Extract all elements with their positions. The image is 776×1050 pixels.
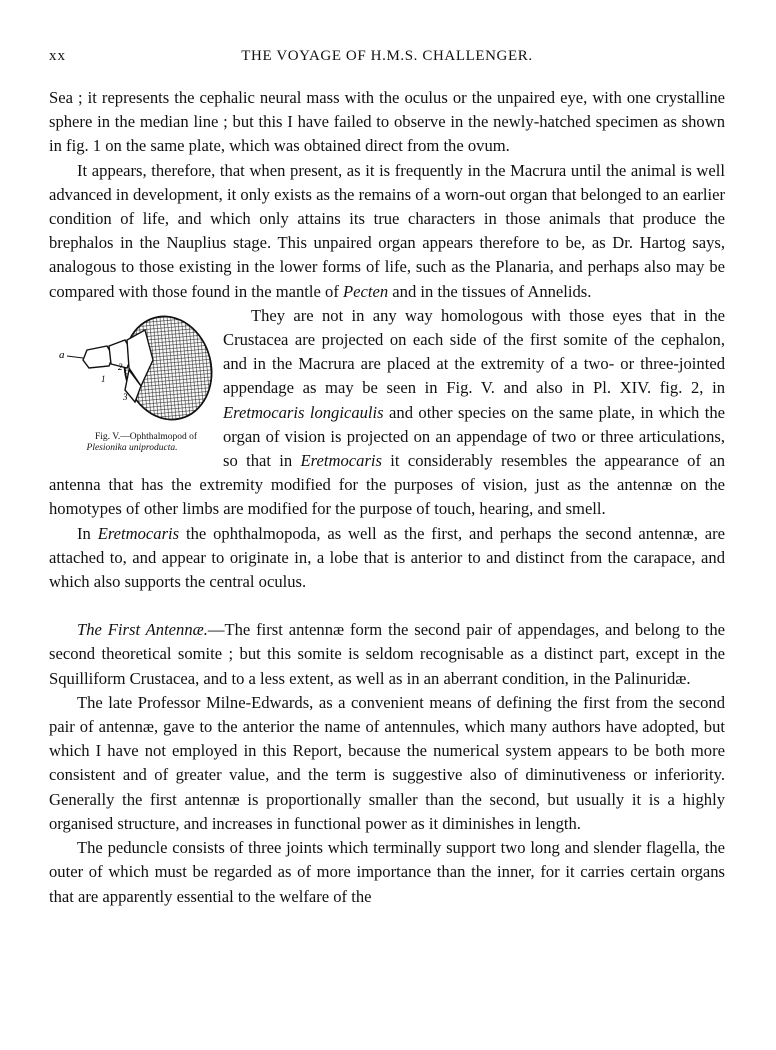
paragraph-4 [49, 522, 725, 595]
section-heading-first-antennae: The First Antennæ. [77, 620, 208, 640]
page-number: xx [49, 48, 66, 64]
paragraph-3-text-c: it considerably resembles the appearance of an antenna that has the extremity modified for the purposes of vision, just as the antennæ on the homotypes of other limbs are modified for the purpose of touch, hearing, and smell. [49, 451, 725, 519]
section-gap [49, 594, 725, 618]
paragraph-6: The late Professor Milne-Edwards, as a convenient means of defining the first from the second pair of antennæ, gave to the anterior the name of antennules, which many authors have adopted, but which I have not employed in this Report, because the numerical system appears to be both more consistent and of greater value, and the term is suggestive also of diminutiveness or inferiority. Generally the first antennæ is proportionally smaller than the second, but usually it is a highly organised structure, and increases in functional power as it diminishes in length. [49, 692, 725, 833]
page-header [49, 48, 725, 68]
figure-v [49, 306, 215, 466]
paragraph-4-in: In [77, 523, 98, 543]
figure-caption [49, 432, 215, 454]
paragraph-4-text: the ophthalmopoda, as well as the first, and perhaps the second antennæ, are attached to, and appear to originate in, a lobe that is anterior to and distinct from the carapace, and which also supports the central oculus. [49, 523, 725, 592]
paragraph-5 [49, 618, 725, 691]
paragraph-2-end: and in the tissues of Annelids. [388, 281, 592, 301]
fig-label-3: 3 [123, 391, 128, 402]
paragraph-5-text: —The first antennæ form the second pair of appendages, and belong to the second theoretical somite ; but this somite is seldom recognisable as a distinct part, except in the Squilliform Crustacea, and to a less extent, as well as in an aberrant condition, in the Palinuridæ. [49, 620, 725, 688]
body-text [49, 86, 725, 909]
running-title: THE VOYAGE OF H.M.S. CHALLENGER. [241, 48, 533, 64]
fig-label-2: 2 [118, 361, 123, 372]
paragraph-7: The peduncle consists of three joints which terminally support two long and slender flagella, the outer of which must be regarded as of more importance than the inner, for it carries certain organs that are apparently essential to the welfare of the [49, 838, 725, 906]
fig-label-1: 1 [101, 373, 106, 384]
paragraph-3-text-b: and other species on the same plate, in which the organ of vision is projected on an appendage of two or three articulations, so that in [223, 402, 725, 471]
paragraph-3-text-a: They are not in any way homologous with those eyes that in the Crustacea are projected on each side of the first somite of the cephalon, and in the Macrura are placed at the extremity of a two- or three-jointed appendage as may be seen in Fig. V. and also in Pl. XIV. fig. 2, in [223, 305, 725, 398]
paragraph-2 [49, 159, 725, 304]
paragraph-1: Sea ; it represents the cephalic neural mass with the oculus or the unpaired eye, with one crystalline sphere in the median line ; but this I have failed to observe in the newly-hatched specimen as shown in fig. 1 on the same plate, which was obtained direct from the ovum. [49, 88, 725, 156]
species-eretmocaris-longicaulis: Eretmocaris longicaulis [223, 402, 384, 422]
ophthalmopod-illustration [49, 306, 215, 430]
genus-eretmocaris-2: Eretmocaris [97, 523, 180, 543]
genus-eretmocaris: Eretmocaris [300, 451, 382, 471]
caption-species: Plesionika uniproducta. [86, 442, 178, 453]
fig-label-a: a [59, 348, 65, 361]
caption-label: Fig. V.—Ophthalmopod of [94, 431, 198, 442]
paragraph-2-text: It appears, therefore, that when present, as it is frequently in the Macrura until the animal is well advanced in development, it only exists as the remains of a worn-out organ that belonged to an earlier condition of life, and which only attains its true characters in those animals that produce the brephalos in the Nauplius stage. This unpaired organ appears therefore to be, as Dr. Hartog says, analogous to those existing in the lower forms of life, such as the Planaria, and perhaps also may be compared with those found in the mantle of [49, 160, 725, 301]
genus-pecten: Pecten [343, 281, 389, 301]
pointer-a [67, 356, 83, 358]
paragraph-3 [49, 304, 725, 522]
